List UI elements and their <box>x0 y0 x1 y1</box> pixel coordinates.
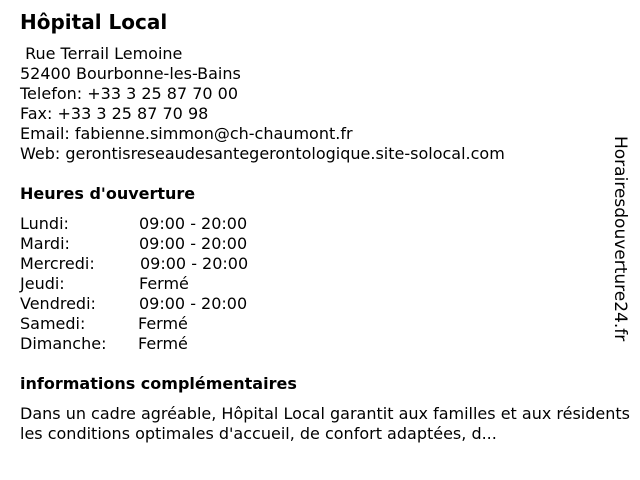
day-hours: Fermé <box>138 334 188 353</box>
day-hours: 09:00 - 20:00 <box>139 214 248 233</box>
day-hours: 09:00 - 20:00 <box>140 254 249 273</box>
info-heading: informations complémentaires <box>20 374 297 393</box>
day-hours: 09:00 - 20:00 <box>139 294 248 313</box>
day-label: Mardi: <box>20 234 70 253</box>
day-label: Lundi: <box>20 214 69 233</box>
day-label: Jeudi: <box>20 274 65 293</box>
fax-number: Fax: +33 3 25 87 70 98 <box>20 104 209 123</box>
day-hours: Fermé <box>138 314 188 333</box>
hours-row-saturday <box>20 314 320 334</box>
page-title: Hôpital Local <box>20 10 168 34</box>
day-label: Samedi: <box>20 314 86 333</box>
hours-row-tuesday <box>20 234 320 254</box>
contact-block <box>20 44 505 164</box>
day-hours: 09:00 - 20:00 <box>139 234 248 253</box>
info-description: Dans un cadre agréable, Hôpital Local garantit aux familles et aux résidents les conditions optimales d'accueil, de confort adaptées, d... <box>20 404 630 443</box>
day-label: Dimanche: <box>20 334 107 353</box>
brand-text: Horairesdouverture24.fr <box>610 136 630 342</box>
hours-row-monday <box>20 214 320 234</box>
site-brand-watermark <box>608 136 634 344</box>
day-label: Mercredi: <box>20 254 95 273</box>
hours-row-wednesday <box>20 254 320 274</box>
hours-row-sunday <box>20 334 320 354</box>
city-address: 52400 Bourbonne-les-Bains <box>20 64 241 83</box>
day-label: Vendredi: <box>20 294 96 313</box>
phone-number: Telefon: +33 3 25 87 70 00 <box>20 84 239 103</box>
street-address: Rue Terrail Lemoine <box>20 44 183 63</box>
hours-heading: Heures d'ouverture <box>20 184 196 203</box>
opening-hours-table <box>20 214 320 354</box>
hours-row-thursday <box>20 274 320 294</box>
hours-row-friday <box>20 294 320 314</box>
day-hours: Fermé <box>139 274 189 293</box>
website-address: Web: gerontisreseaudesantegerontologique.site-solocal.com <box>20 144 505 163</box>
email-address: Email: fabienne.simmon@ch-chaumont.fr <box>20 124 353 143</box>
